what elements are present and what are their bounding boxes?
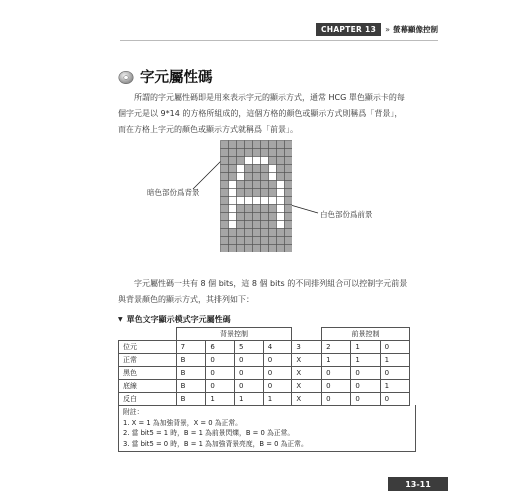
table-cell: 0	[351, 367, 380, 380]
note-item: 2. 當 bit5 = 1 時，B = 1 為前景閃爍，B = 0 為正常。	[123, 429, 295, 437]
background-pixel	[277, 157, 285, 165]
background-pixel	[269, 157, 277, 165]
background-pixel	[269, 149, 277, 157]
background-pixel	[245, 181, 253, 189]
table-cell: X	[292, 393, 322, 406]
table-cell: 0	[206, 380, 235, 393]
foreground-pixel	[229, 197, 237, 205]
background-pixel	[269, 221, 277, 229]
background-pixel	[245, 165, 253, 173]
foreground-pixel	[261, 197, 269, 205]
table-cell: X	[292, 367, 322, 380]
chapter-title: 螢幕顯像控制	[393, 24, 438, 34]
table-cell: 0	[235, 367, 264, 380]
background-pixel	[261, 165, 269, 173]
background-pixel	[261, 245, 269, 253]
foreground-pixel	[277, 205, 285, 213]
background-pixel	[237, 221, 245, 229]
table-notes	[118, 405, 416, 452]
background-pixel	[229, 245, 237, 253]
table-cell: 0	[206, 367, 235, 380]
char-grid	[220, 140, 292, 252]
background-pixel	[277, 149, 285, 157]
background-pixel	[245, 149, 253, 157]
background-pixel	[261, 229, 269, 237]
background-pixel	[253, 245, 261, 253]
table-cell: 正常	[119, 354, 177, 367]
background-pixel	[277, 245, 285, 253]
background-pixel	[253, 141, 261, 149]
intro-paragraph: 所謂的字元屬性碼即是用來表示字元的顯示方式，通常 HCG 單色顯示卡的每個字元是以 9*14 的方格所組成的，這個方格的顏色或顯示方式則稱爲「背景」，而在方格上字元的顏色或顯示方式就稱爲「前景」。	[118, 93, 405, 134]
triangle-down-icon: ▼	[118, 316, 123, 323]
background-pixel	[245, 141, 253, 149]
table-cell: 0	[380, 367, 409, 380]
background-pixel	[285, 181, 293, 189]
background-pixel	[269, 213, 277, 221]
table-cell: 底線	[119, 380, 177, 393]
background-pixel	[229, 157, 237, 165]
background-pixel	[221, 189, 229, 197]
table-cell: 1	[380, 354, 409, 367]
table-cell: 2	[322, 341, 351, 354]
background-pixel	[229, 165, 237, 173]
table-row	[119, 367, 410, 380]
background-pixel	[253, 149, 261, 157]
note-item: 1. X = 1 為加強背景，X = 0 為正常。	[123, 418, 242, 427]
background-pixel	[253, 173, 261, 181]
background-pixel	[261, 237, 269, 245]
table-cell: 位元	[119, 341, 177, 354]
background-pixel	[221, 245, 229, 253]
table-cell: X	[292, 354, 322, 367]
background-pixel	[245, 245, 253, 253]
background-pixel	[269, 237, 277, 245]
table-cell: 6	[206, 341, 235, 354]
section-title: 字元屬性碼	[140, 70, 213, 86]
background-pixel	[277, 141, 285, 149]
background-pixel	[237, 213, 245, 221]
table-cell: 0	[206, 354, 235, 367]
attr-paragraph: 字元屬性碼一共有 8 個 bits，這 8 個 bits 的不同排列組合可以控制字元前景與背景顏色的顯示方式，其排列如下：	[118, 279, 408, 304]
table-cell: 反白	[119, 393, 177, 406]
table-cell: 0	[263, 380, 292, 393]
foreground-pixel	[277, 189, 285, 197]
background-pixel	[269, 181, 277, 189]
background-pixel	[261, 141, 269, 149]
note-item: 3. 當 bit5 = 0 時，B = 1 為加強背景亮度，B = 0 為正常。	[123, 439, 308, 448]
table-cell: 0	[380, 393, 409, 406]
background-pixel	[285, 213, 293, 221]
foreground-pixel	[269, 173, 277, 181]
table-cell: B	[176, 393, 206, 406]
background-pixel	[285, 141, 293, 149]
table-row	[119, 341, 410, 354]
foreground-pixel	[277, 181, 285, 189]
table-row	[119, 380, 410, 393]
foreground-pixel	[269, 165, 277, 173]
background-pixel	[237, 189, 245, 197]
background-pixel	[285, 245, 293, 253]
table-cell: 1	[351, 341, 380, 354]
background-pixel	[237, 149, 245, 157]
background-pixel	[221, 149, 229, 157]
foreground-pixel	[237, 197, 245, 205]
table-cell: 0	[351, 380, 380, 393]
background-pixel	[269, 229, 277, 237]
background-pixel	[221, 157, 229, 165]
background-pixel	[285, 149, 293, 157]
table-cell: 4	[263, 341, 292, 354]
background-pixel	[253, 165, 261, 173]
background-pixel	[221, 229, 229, 237]
table-cell: 0	[322, 380, 351, 393]
background-pixel	[253, 205, 261, 213]
background-pixel	[253, 189, 261, 197]
background-pixel	[245, 221, 253, 229]
table-cell: 1	[351, 354, 380, 367]
foreground-pixel	[245, 157, 253, 165]
background-pixel	[253, 237, 261, 245]
table-cell: 1	[380, 380, 409, 393]
foreground-pixel	[229, 213, 237, 221]
page-number: 13-11	[388, 477, 448, 491]
table-cell: 0	[380, 341, 409, 354]
background-pixel	[245, 205, 253, 213]
table-cell: 0	[263, 354, 292, 367]
background-pixel	[261, 205, 269, 213]
background-pixel	[253, 229, 261, 237]
background-pixel	[269, 245, 277, 253]
background-pixel	[269, 205, 277, 213]
background-pixel	[253, 221, 261, 229]
background-pixel	[261, 189, 269, 197]
table-cell: 黑色	[119, 367, 177, 380]
background-pixel	[221, 197, 229, 205]
background-pixel	[229, 229, 237, 237]
table-cell: X	[292, 380, 322, 393]
background-pixel	[237, 229, 245, 237]
group-foreground: 前景控制	[322, 328, 410, 341]
table-cell: 0	[235, 380, 264, 393]
background-pixel	[245, 173, 253, 181]
table-cell: 1	[263, 393, 292, 406]
foreground-pixel	[229, 181, 237, 189]
background-pixel	[253, 181, 261, 189]
background-pixel	[221, 181, 229, 189]
background-pixel	[269, 141, 277, 149]
table-cell: 5	[235, 341, 264, 354]
foreground-pixel	[253, 157, 261, 165]
background-pixel	[285, 229, 293, 237]
background-label: 暗色部份爲背景	[147, 188, 200, 197]
table-cell: 0	[322, 393, 351, 406]
background-pixel	[261, 173, 269, 181]
background-pixel	[285, 221, 293, 229]
table-cell: B	[176, 367, 206, 380]
background-pixel	[277, 237, 285, 245]
background-pixel	[285, 189, 293, 197]
foreground-pixel	[261, 157, 269, 165]
table-row	[119, 354, 410, 367]
table-cell: 0	[351, 393, 380, 406]
background-pixel	[277, 229, 285, 237]
foreground-pixel	[237, 165, 245, 173]
foreground-pixel	[277, 197, 285, 205]
table-cell: 3	[292, 341, 322, 354]
background-pixel	[237, 181, 245, 189]
notes-title: 附註：	[123, 408, 144, 416]
foreground-pixel	[277, 221, 285, 229]
attribute-table	[118, 327, 410, 406]
table-cell: 7	[176, 341, 206, 354]
table-caption-text: 單色文字顯示模式字元屬性碼	[126, 315, 231, 324]
foreground-pixel	[253, 197, 261, 205]
background-pixel	[285, 205, 293, 213]
background-pixel	[237, 245, 245, 253]
table-cell: 1	[322, 354, 351, 367]
table-row	[119, 393, 410, 406]
background-pixel	[237, 237, 245, 245]
foreground-pixel	[229, 205, 237, 213]
foreground-pixel	[269, 197, 277, 205]
table-cell: 0	[263, 367, 292, 380]
background-pixel	[277, 173, 285, 181]
foreground-label: 白色部份爲前景	[320, 210, 373, 219]
background-pixel	[285, 157, 293, 165]
foreground-pixel	[229, 221, 237, 229]
foreground-pixel	[229, 189, 237, 197]
background-pixel	[277, 165, 285, 173]
background-pixel	[253, 213, 261, 221]
background-pixel	[229, 149, 237, 157]
background-pixel	[237, 205, 245, 213]
background-pixel	[221, 237, 229, 245]
table-cell: B	[176, 354, 206, 367]
table-cell: 0	[322, 367, 351, 380]
background-pixel	[245, 237, 253, 245]
background-pixel	[285, 165, 293, 173]
background-pixel	[237, 141, 245, 149]
foreground-pixel	[237, 173, 245, 181]
char-cell-figure	[220, 140, 292, 256]
double-arrow-icon: »	[385, 24, 390, 34]
table-group-row	[119, 328, 410, 341]
background-pixel	[221, 141, 229, 149]
background-pixel	[245, 213, 253, 221]
background-pixel	[229, 173, 237, 181]
background-pixel	[285, 237, 293, 245]
background-pixel	[221, 213, 229, 221]
background-pixel	[285, 173, 293, 181]
group-background: 背景控制	[176, 328, 292, 341]
table-cell: 0	[235, 354, 264, 367]
foreground-pixel	[277, 213, 285, 221]
background-pixel	[221, 165, 229, 173]
table-cell: 1	[235, 393, 264, 406]
background-pixel	[245, 189, 253, 197]
chapter-label: CHAPTER 13	[316, 23, 381, 36]
background-pixel	[261, 149, 269, 157]
foreground-pixel	[245, 197, 253, 205]
background-pixel	[261, 221, 269, 229]
background-pixel	[237, 157, 245, 165]
table-cell: 1	[206, 393, 235, 406]
background-pixel	[229, 237, 237, 245]
background-pixel	[221, 221, 229, 229]
table-cell: B	[176, 380, 206, 393]
background-pixel	[221, 173, 229, 181]
background-pixel	[245, 229, 253, 237]
background-pixel	[285, 197, 293, 205]
background-pixel	[261, 181, 269, 189]
background-pixel	[269, 189, 277, 197]
background-pixel	[229, 141, 237, 149]
background-pixel	[221, 205, 229, 213]
table-caption	[118, 314, 231, 325]
background-pixel	[261, 213, 269, 221]
